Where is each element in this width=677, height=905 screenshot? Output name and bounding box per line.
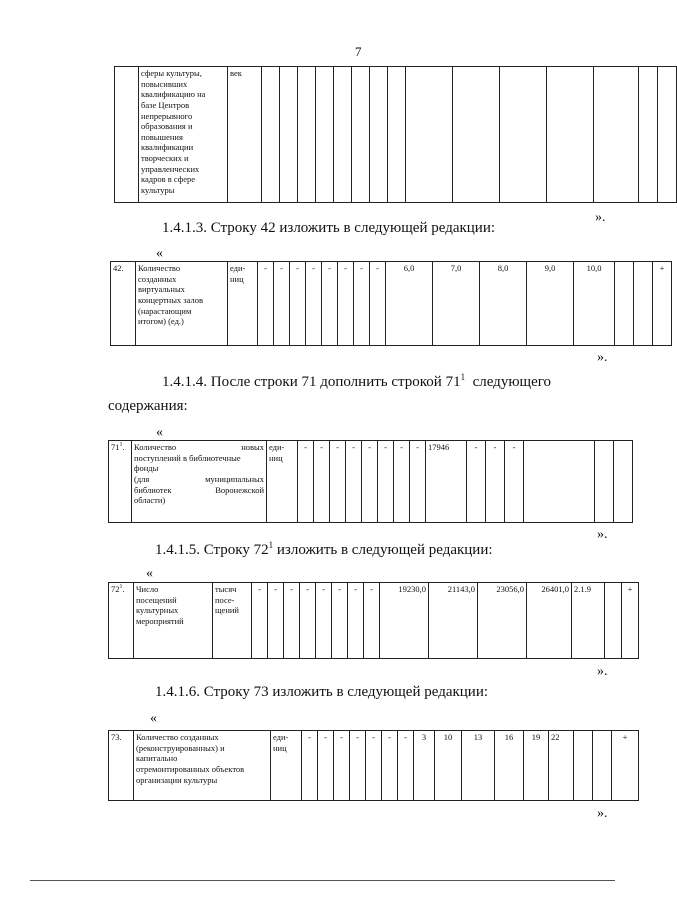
heading-1416: 1.4.1.6. Строку 73 изложить в следующей редакции: <box>155 684 489 700</box>
value-cell: 22 <box>549 731 574 801</box>
plus-cell: + <box>612 731 639 801</box>
closing-quote: ». <box>597 350 608 365</box>
indicator-name: Число посещений культурных мероприятий <box>134 583 213 659</box>
unit-cell: век <box>228 67 262 203</box>
closing-quote: ». <box>595 210 606 225</box>
plus-cell: + <box>653 262 672 346</box>
indicator-name: Количество созданных виртуальных концертных залов (нарастающим итогом) (ед.) <box>136 262 228 346</box>
table-row-73: 73. Количество созданных (реконструированных) и капитально отремонтированных объектов организации культуры еди- ниц - - - - - - - 3 10 13 16 19 22 + <box>108 730 639 801</box>
row-number: 73. <box>109 731 134 801</box>
table-row-72-1: $72^1$. Число посещений культурных мероприятий тысяч посе- щений - - - - - - - - 19230,0 21143,0 23056,0 26401,0 2.1.9 + <box>108 582 639 659</box>
value-cell: 9,0 <box>527 262 574 346</box>
indicator-name: Количество новых поступлений в библиотечные фонды (для муниципальных библиотек Воронежской области) <box>132 441 267 523</box>
unit-cell: еди- ниц <box>267 441 298 523</box>
plus-cell: + <box>622 583 639 659</box>
row-number: $72^1$. <box>109 583 134 659</box>
unit-cell: еди- ниц <box>271 731 302 801</box>
unit-cell: тысяч посе- щений <box>213 583 252 659</box>
value-cell: 16 <box>495 731 524 801</box>
table-continuation <box>114 66 677 203</box>
footer-rule <box>30 880 615 881</box>
value-cell: 10,0 <box>574 262 615 346</box>
indicator-name: Количество созданных (реконструированных) и капитально отремонтированных объектов организации культуры <box>134 731 271 801</box>
value-cell: 3 <box>414 731 435 801</box>
value-cell: 26401,0 <box>527 583 572 659</box>
table-row-71-1: $71^1$. Количество новых поступлений в библиотечные фонды (для муниципальных библиотек Воронежской области) еди- ниц - - - - - - - - 17946 - - - <box>108 440 633 523</box>
heading-1414-line2: содержания: <box>108 398 188 414</box>
page-number: 7 <box>355 44 362 59</box>
closing-quote: ». <box>597 527 608 542</box>
unit-cell: еди- ниц <box>228 262 258 346</box>
value-cell: 6,0 <box>386 262 433 346</box>
closing-quote: ». <box>597 806 608 821</box>
heading-1414: 1.4.1.4. После строки 71 дополнить строкой $71^1$ следующего <box>162 372 552 390</box>
value-cell: 10 <box>435 731 462 801</box>
value-cell: 8,0 <box>480 262 527 346</box>
indicator-name: сферы культуры, повысивших квалификацию на базе Центров непрерывного образования и повышения квалификации творческих и управленческих кадров в сфере культуры <box>139 67 228 203</box>
closing-quote: ». <box>597 664 608 679</box>
row-number: $71^1$. <box>109 441 132 523</box>
table-row-42: 42. Количество созданных виртуальных концертных залов (нарастающим итогом) (ед.) еди- ниц - - - - - - - - 6,0 7,0 8,0 9,0 10,0 + <box>110 261 672 346</box>
value-cell: 17946 <box>426 441 467 523</box>
value-cell: 13 <box>462 731 495 801</box>
open-quote: « <box>156 246 163 261</box>
value-cell: 21143,0 <box>429 583 478 659</box>
value-cell: 19230,0 <box>380 583 429 659</box>
ref-cell: 2.1.9 <box>572 583 605 659</box>
heading-1415: 1.4.1.5. Строку $72^1$ изложить в следующей редакции: <box>155 540 493 558</box>
value-cell: 23056,0 <box>478 583 527 659</box>
value-cell: 7,0 <box>433 262 480 346</box>
row-number: 42. <box>111 262 136 346</box>
heading-1413: 1.4.1.3. Строку 42 изложить в следующей редакции: <box>162 220 496 236</box>
open-quote: « <box>156 425 163 440</box>
open-quote: « <box>150 711 157 726</box>
value-cell: 19 <box>524 731 549 801</box>
open-quote: « <box>146 566 153 581</box>
